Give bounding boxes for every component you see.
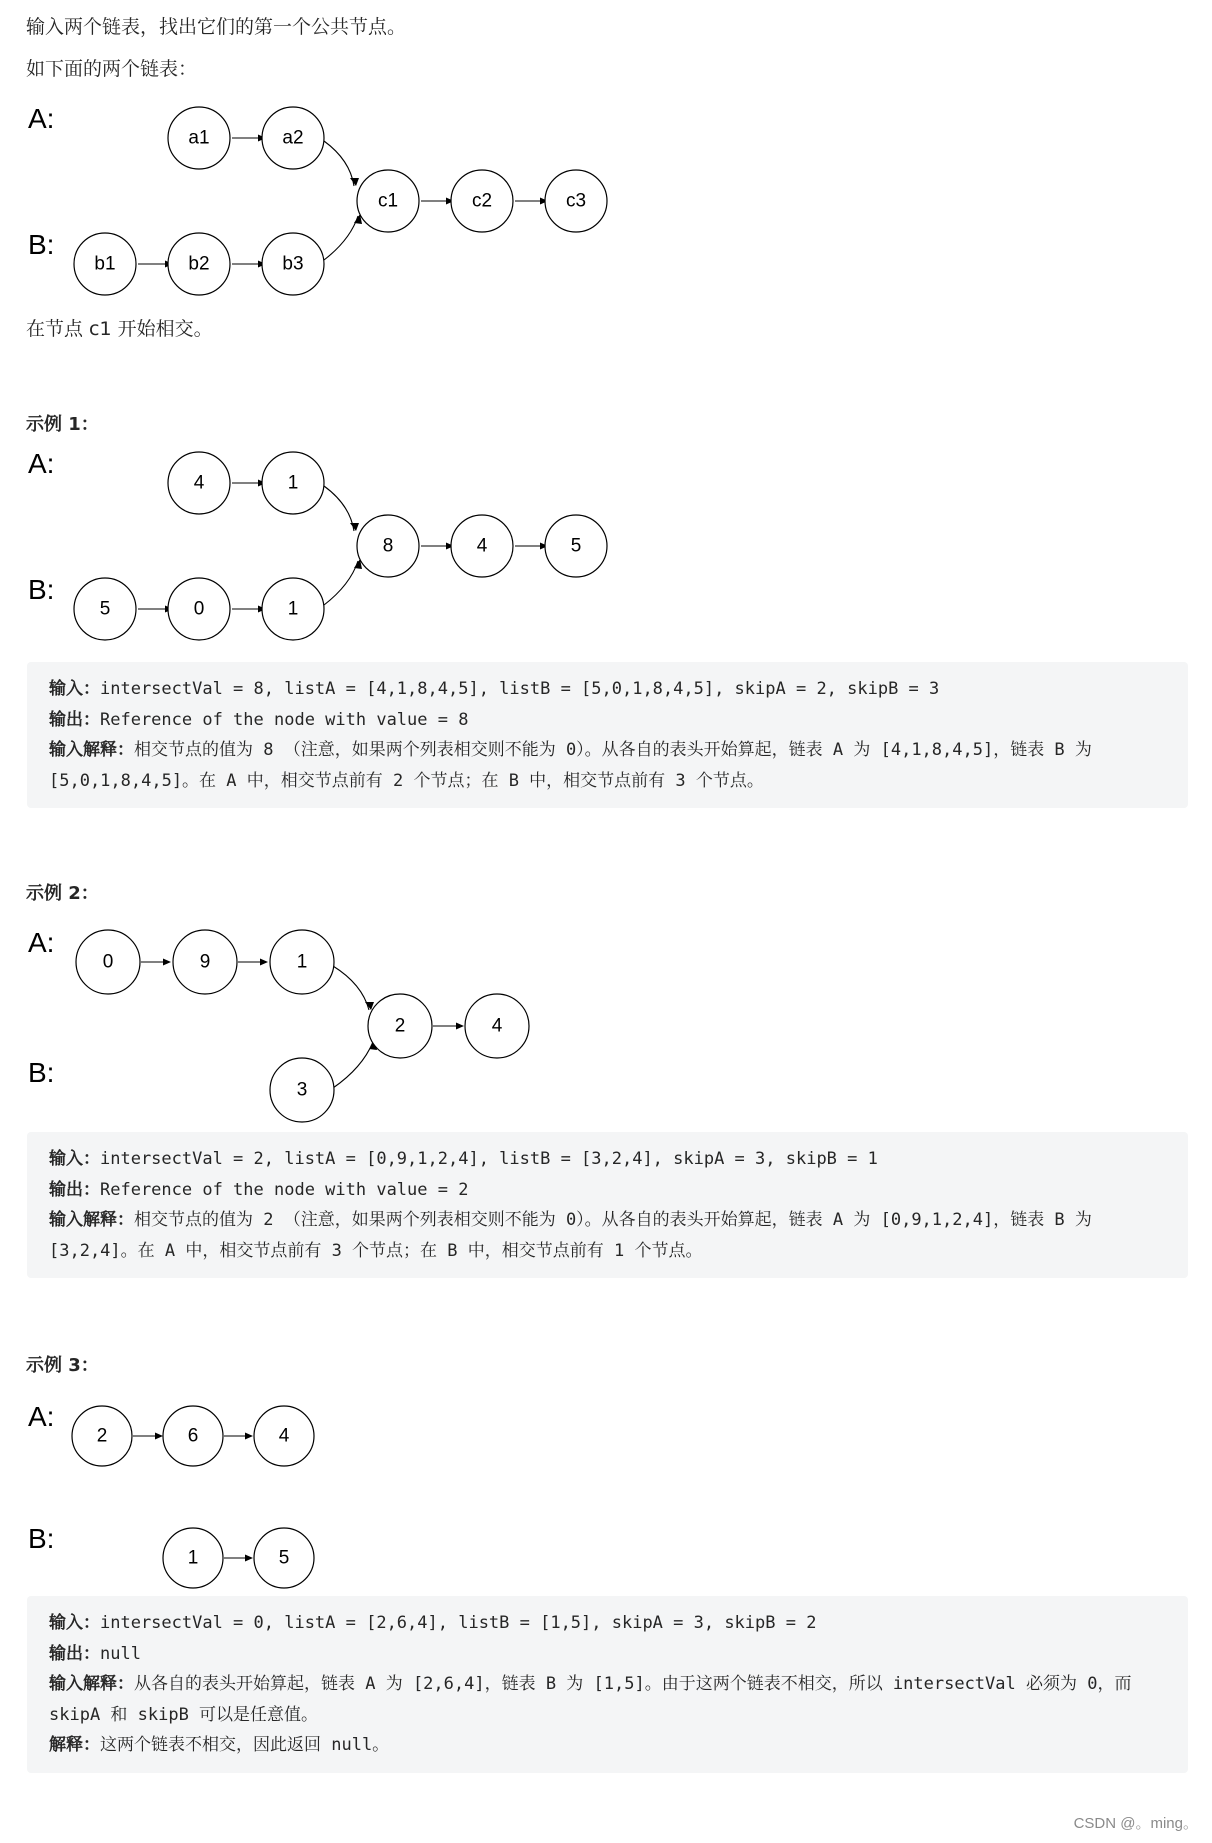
input-value: intersectVal = 0, listA = [2,6,4], listB = [1,5], skipA = 3, skipB = 2 [100, 1613, 817, 1633]
node-value: 5 [278, 1547, 290, 1569]
list-a-label: A: [28, 103, 55, 134]
node-value: a2 [282, 127, 304, 149]
output-label: 输出： [49, 1643, 100, 1664]
explanation-text: 相交节点的值为 8 （注意，如果两个列表相交则不能为 0）。从各自的表头开始算起，链表 A 为 [4,1,8,4,5]，链表 B 为 [5,0,1,8,4,5]。在 A 中，相交节点前有 2 个节点；在 B 中，相交节点前有 3 个节点。 [49, 740, 1103, 791]
input-line [49, 1144, 1166, 1175]
output-value: Reference of the node with value = 2 [100, 1179, 469, 1200]
input-label: 输入： [49, 1613, 100, 1633]
list-node [545, 170, 607, 232]
explanation-text: 相交节点的值为 2 （注意，如果两个列表相交则不能为 0）。从各自的表头开始算起，链表 A 为 [0,9,1,2,4]，链表 B 为 [3,2,4]。在 A 中，相交节点前有 3 个节点；在 B 中，相交节点前有 1 个节点。 [49, 1210, 1103, 1261]
note-text: 这两个链表不相交，因此返回 null。 [100, 1735, 390, 1755]
output-label: 输出： [49, 709, 100, 730]
node-value: 5 [570, 535, 582, 557]
list-node [168, 578, 230, 640]
example-2-code-block [27, 1132, 1188, 1278]
list-b-label: B: [28, 1057, 55, 1088]
node-value: b2 [188, 253, 210, 275]
node-value: 9 [199, 951, 211, 973]
node-value: 6 [187, 1425, 199, 1447]
list-node [173, 930, 237, 994]
intro-text-3: 在节点 c1 开始相交。 [26, 318, 213, 340]
intro-text-2: 如下面的两个链表： [26, 58, 198, 80]
output-value: Reference of the node with value = 8 [100, 709, 469, 730]
list-node [270, 930, 334, 994]
node-value: 2 [96, 1425, 108, 1447]
list-node [76, 930, 140, 994]
node-value: 1 [296, 951, 308, 973]
node-value: c1 [377, 190, 399, 212]
list-b-label: B: [28, 229, 55, 260]
list-node [451, 170, 513, 232]
explanation-label: 输入解释： [49, 1674, 134, 1694]
input-label: 输入： [49, 1149, 100, 1169]
list-node [168, 233, 230, 295]
explanation-label: 输入解释： [49, 740, 134, 760]
list-node [262, 233, 324, 295]
node-value: 1 [287, 598, 299, 620]
list-node [270, 1058, 334, 1122]
example-1-diagram [0, 433, 640, 643]
explanation-line [49, 1669, 1166, 1730]
note-label: 解释： [49, 1735, 100, 1755]
node-value: 4 [193, 472, 205, 494]
node-value: c3 [565, 190, 587, 212]
node-value: a1 [188, 127, 210, 149]
input-label: 输入： [49, 679, 100, 699]
list-node [262, 107, 324, 169]
example-3-code-block [27, 1596, 1188, 1773]
example-1-heading: 示例 1： [26, 414, 99, 435]
list-node [545, 515, 607, 577]
list-node [168, 107, 230, 169]
node-value: 3 [296, 1079, 308, 1101]
list-node [74, 233, 136, 295]
node-value: 1 [287, 472, 299, 494]
output-label: 输出： [49, 1179, 100, 1200]
example-3-heading: 示例 3： [26, 1355, 99, 1376]
main-linked-list-diagram [0, 88, 640, 298]
input-value: intersectVal = 8, listA = [4,1,8,4,5], listB = [5,0,1,8,4,5], skipA = 2, skipB = 3 [100, 679, 940, 699]
node-value: 4 [278, 1425, 290, 1447]
node-value: 1 [187, 1547, 199, 1569]
list-node [357, 170, 419, 232]
list-node [163, 1528, 223, 1588]
explanation-label: 输入解释： [49, 1210, 134, 1230]
list-node [254, 1406, 314, 1466]
list-node [357, 515, 419, 577]
node-value: 2 [394, 1015, 406, 1037]
list-node [368, 994, 432, 1058]
explanation-line [49, 1205, 1166, 1266]
note-line [49, 1730, 1166, 1761]
example-2-diagram [0, 910, 640, 1120]
node-value: b1 [94, 253, 116, 275]
output-line [49, 1639, 1166, 1670]
input-value: intersectVal = 2, listA = [0,9,1,2,4], listB = [3,2,4], skipA = 3, skipB = 1 [100, 1149, 878, 1169]
output-line [49, 1175, 1166, 1206]
node-value: 8 [382, 535, 394, 557]
example-3-diagram [0, 1382, 640, 1582]
list-node [254, 1528, 314, 1588]
list-node [465, 994, 529, 1058]
node-value: c2 [471, 190, 493, 212]
list-node [262, 578, 324, 640]
list-a-label: A: [28, 927, 55, 958]
list-b-label: B: [28, 574, 55, 605]
input-line [49, 1608, 1166, 1639]
list-b-label: B: [28, 1523, 55, 1554]
node-value: b3 [282, 253, 304, 275]
example-1-code-block [27, 662, 1188, 808]
output-value: null [100, 1643, 141, 1664]
node-value: 4 [476, 535, 488, 557]
list-a-label: A: [28, 1401, 55, 1432]
list-node [451, 515, 513, 577]
output-line [49, 705, 1166, 736]
list-node [74, 578, 136, 640]
list-node [163, 1406, 223, 1466]
node-value: 0 [102, 951, 114, 973]
node-value: 4 [491, 1015, 503, 1037]
input-line [49, 674, 1166, 705]
watermark: CSDN @。ming。 [1073, 1815, 1198, 1832]
explanation-text: 从各自的表头开始算起，链表 A 为 [2,6,4]，链表 B 为 [1,5]。由于这两个链表不相交，所以 intersectVal 必须为 0，而 skipA 和 skipB 可以是任意值。 [49, 1674, 1142, 1725]
list-node [168, 452, 230, 514]
explanation-line [49, 735, 1166, 796]
list-node [262, 452, 324, 514]
node-value: 5 [99, 598, 111, 620]
list-node [72, 1406, 132, 1466]
list-a-label: A: [28, 448, 55, 479]
intro-text-1: 输入两个链表，找出它们的第一个公共节点。 [26, 16, 407, 38]
example-2-heading: 示例 2： [26, 883, 99, 904]
node-value: 0 [193, 598, 205, 620]
